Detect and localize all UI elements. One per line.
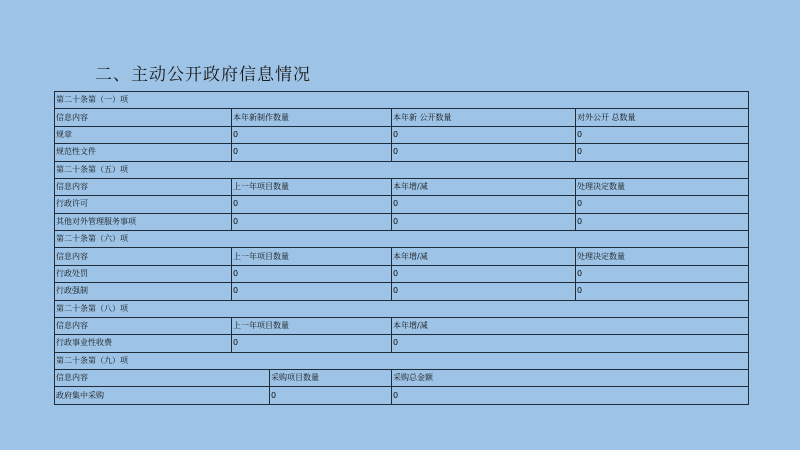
value-cell: 0 [232, 126, 392, 143]
row-label: 规章 [55, 126, 232, 143]
header-cell: 信息内容 [55, 317, 232, 334]
header-row [55, 317, 749, 334]
value-cell: 0 [232, 213, 392, 230]
header-row [55, 178, 749, 195]
value-cell: 0 [576, 265, 749, 282]
header-cell: 本年新制作数量 [232, 109, 392, 126]
section-heading-row [55, 92, 749, 109]
header-cell: 上一年项目数量 [232, 178, 392, 195]
section-heading: 第二十条第（五）项 [55, 161, 749, 178]
value-cell: 0 [392, 126, 576, 143]
header-cell: 信息内容 [55, 370, 270, 387]
value-cell: 0 [270, 387, 392, 405]
row-label: 行政事业性收费 [55, 335, 232, 352]
section-heading: 第二十条第（一）项 [55, 92, 749, 109]
header-cell: 本年新 公开数量 [392, 109, 576, 126]
value-cell: 0 [576, 213, 749, 230]
section-heading: 第二十条第（六）项 [55, 231, 749, 248]
header-row [55, 370, 749, 387]
section-heading-row [55, 161, 749, 178]
table-row [55, 144, 749, 161]
table-row [55, 387, 749, 405]
value-cell: 0 [576, 144, 749, 161]
header-cell: 信息内容 [55, 109, 232, 126]
header-row [55, 248, 749, 265]
value-cell: 0 [392, 283, 576, 300]
value-cell: 0 [232, 196, 392, 213]
header-cell: 采购总金额 [392, 370, 749, 387]
section-heading: 第二十条第（九）项 [55, 352, 749, 369]
section-heading: 第二十条第（八）项 [55, 300, 749, 317]
header-row [55, 109, 749, 126]
header-cell: 处理决定数量 [576, 178, 749, 195]
section-heading-row [55, 300, 749, 317]
row-label: 行政处罚 [55, 265, 232, 282]
row-label: 其他对外管理服务事项 [55, 213, 232, 230]
header-cell: 信息内容 [55, 248, 232, 265]
value-cell: 0 [232, 335, 392, 352]
value-cell: 0 [576, 283, 749, 300]
value-cell: 0 [392, 387, 749, 405]
header-cell: 本年增/减 [392, 178, 576, 195]
table-row [55, 335, 749, 352]
header-cell: 上一年项目数量 [232, 248, 392, 265]
table-row [55, 213, 749, 230]
header-cell: 采购项目数量 [270, 370, 392, 387]
row-label: 行政许可 [55, 196, 232, 213]
info-table [54, 91, 749, 405]
value-cell: 0 [232, 265, 392, 282]
header-cell: 对外公开 总数量 [576, 109, 749, 126]
row-label: 政府集中采购 [55, 387, 270, 405]
value-cell: 0 [232, 283, 392, 300]
page-title: 二、主动公开政府信息情况 [95, 65, 311, 85]
value-cell: 0 [392, 144, 576, 161]
row-label: 规范性文件 [55, 144, 232, 161]
header-cell: 信息内容 [55, 178, 232, 195]
header-cell: 本年增/减 [392, 248, 576, 265]
value-cell: 0 [576, 196, 749, 213]
value-cell: 0 [392, 213, 576, 230]
value-cell: 0 [392, 265, 576, 282]
value-cell: 0 [392, 335, 749, 352]
value-cell: 0 [232, 144, 392, 161]
header-cell: 上一年项目数量 [232, 317, 392, 334]
table-row [55, 126, 749, 143]
header-cell: 本年增/减 [392, 317, 749, 334]
value-cell: 0 [576, 126, 749, 143]
section-heading-row [55, 352, 749, 369]
table-row [55, 283, 749, 300]
header-cell: 处理决定数量 [576, 248, 749, 265]
table-row [55, 196, 749, 213]
section-heading-row [55, 231, 749, 248]
row-label: 行政强制 [55, 283, 232, 300]
table-row [55, 265, 749, 282]
value-cell: 0 [392, 196, 576, 213]
